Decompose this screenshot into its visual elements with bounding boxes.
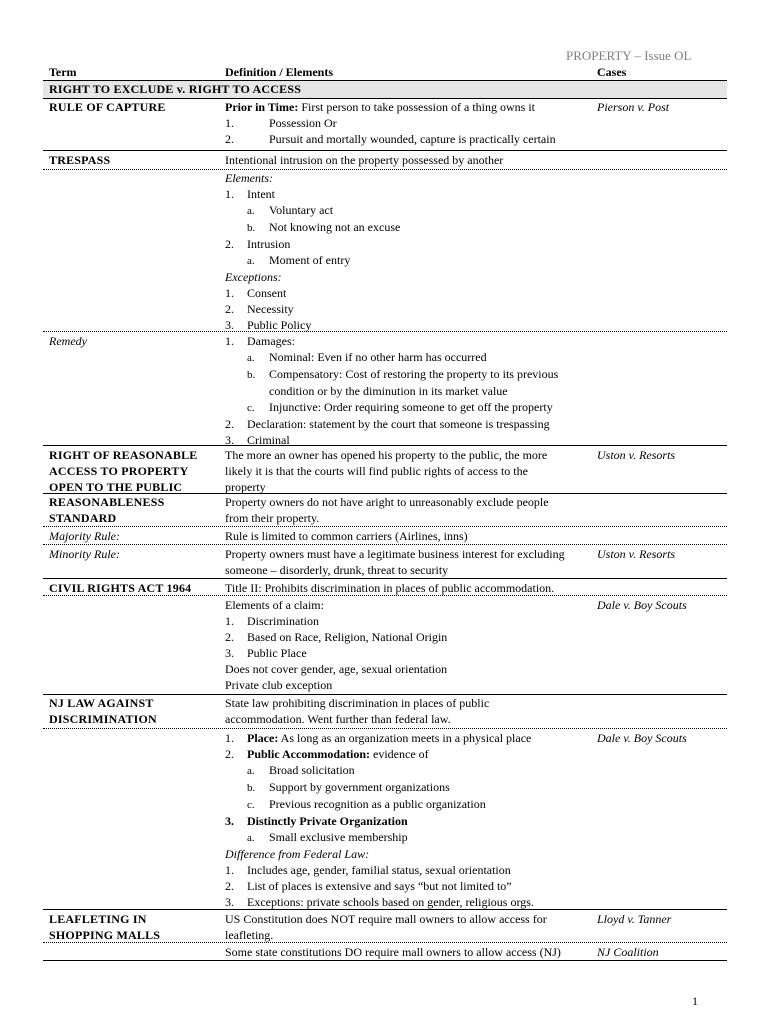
list-item: Voluntary act	[269, 203, 334, 217]
note: Does not cover gender, age, sexual orientation	[225, 662, 448, 676]
term-majority-rule: Majority Rule:	[49, 529, 120, 543]
case-nj-coalition: NJ Coalition	[597, 945, 659, 959]
list-item: Exceptions: private schools based on gender, religious orgs.	[247, 895, 534, 909]
definition-line: property	[225, 480, 266, 494]
nj-law-elements: 1. Place: As long as an organization meets in a physical place 2. Public Accommodation: evidence of a. Broad solicitation b. Support by government organizations c. Previous recognition as a public organization 3. Distinctly Private Organization a. Small exclusive membership Difference from Federal Law: 1. Includes age, gender, familial status, sexual orientation 2. List of places is extensive and says “but not limited to” 3. Exceptions: private schools based on gender, religious orgs.	[225, 730, 591, 910]
list-item: Small exclusive membership	[269, 830, 408, 844]
row-divider	[43, 150, 727, 151]
list-item: List of places is extensive and says “but not limited to”	[247, 879, 512, 893]
term-line: OPEN TO THE PUBLIC	[49, 480, 183, 494]
list-item: Broad solicitation	[269, 763, 355, 777]
list-item: Public Place	[247, 646, 307, 660]
definition-state-constitutions: Some state constitutions DO require mall owners to allow access (NJ)	[225, 945, 561, 959]
list-item: Support by government organizations	[269, 780, 450, 794]
place-label: Place:	[247, 731, 279, 745]
prior-in-time-text: First person to take possession of a thing owns it	[298, 100, 535, 114]
definition-rule-of-capture: Prior in Time: First person to take possession of a thing owns it 1. Possession Or 2. Pursuit and mortally wounded, capture is practically certain	[225, 100, 556, 146]
case-uston-v-resorts: Uston v. Resorts	[597, 448, 676, 462]
place-text: As long as an organization meets in a physical place	[278, 731, 532, 745]
prior-in-time-label: Prior in Time:	[225, 100, 299, 114]
definition-leafleting	[225, 911, 591, 943]
cases-column-header: Cases	[597, 65, 627, 79]
list-item: Pursuit and mortally wounded, capture is practically certain	[269, 132, 556, 146]
page-number: 1	[692, 994, 698, 1008]
document-header: PROPERTY – Issue OL	[566, 48, 692, 63]
term-line: REASONABLENESS	[49, 495, 165, 509]
term-reasonable-access	[49, 447, 219, 495]
elements-label: Elements:	[225, 171, 273, 185]
term-line: DISCRIMINATION	[49, 712, 157, 726]
list-item: Intrusion	[247, 237, 291, 251]
definition-nj-law	[225, 695, 591, 727]
term-nj-law	[49, 695, 219, 727]
definition-line: Property owners must have a legitimate business interest for excluding	[225, 547, 565, 561]
term-civil-rights-act: CIVIL RIGHTS ACT 1964	[49, 581, 192, 595]
definition-line: US Constitution does NOT require mall owners to allow access for	[225, 912, 547, 926]
table-bottom-border	[43, 960, 727, 961]
list-item: Previous recognition as a public organization	[269, 797, 486, 811]
definition-civil-rights: Title II: Prohibits discrimination in places of public accommodation.	[225, 581, 555, 595]
row-divider	[43, 909, 727, 910]
row-divider	[43, 595, 727, 596]
list-item: Injunctive: Order requiring someone to get off the property	[269, 400, 553, 414]
list-item: Public Policy	[247, 318, 312, 332]
row-divider	[43, 942, 727, 943]
definition-line: accommodation. Went further than federal law.	[225, 712, 451, 726]
term-line: STANDARD	[49, 511, 117, 525]
private-organization-label: Distinctly Private Organization	[247, 814, 408, 828]
list-item: Necessity	[247, 302, 294, 316]
row-divider	[43, 578, 727, 579]
case-dale-v-boy-scouts: Dale v. Boy Scouts	[597, 731, 687, 745]
term-line: SHOPPING MALLS	[49, 928, 161, 942]
case-dale-v-boy-scouts: Dale v. Boy Scouts	[597, 598, 687, 612]
definition-trespass: Intentional intrusion on the property possessed by another	[225, 153, 504, 167]
list-item: Possession Or	[269, 116, 337, 130]
list-item: Criminal	[247, 433, 290, 447]
row-divider	[43, 728, 727, 729]
row-divider	[43, 526, 727, 527]
list-item: Nominal: Even if no other harm has occurred	[269, 350, 487, 364]
list-item: Discrimination	[247, 614, 319, 628]
case-pierson-v-post: Pierson v. Post	[597, 100, 670, 114]
term-reasonableness-standard	[49, 494, 219, 526]
list-item: Declaration: statement by the court that someone is trespassing	[247, 417, 550, 431]
list-item: Intent	[247, 187, 275, 201]
section-band	[43, 81, 727, 98]
definition-line: The more an owner has opened his property to the public, the more	[225, 448, 548, 462]
term-leafleting	[49, 911, 219, 943]
definition-minority-rule	[225, 546, 591, 578]
definition-line: Property owners do not have aright to unreasonably exclude people	[225, 495, 549, 509]
definition-line: someone – disorderly, drunk, threat to security	[225, 563, 449, 577]
list-item: Moment of entry	[269, 253, 351, 267]
definition-majority-rule: Rule is limited to common carriers (Airlines, inns)	[225, 529, 468, 543]
definition-remedy: 1. Damages: a. Nominal: Even if no other harm has occurred b. Compensatory: Cost of restoring the property to its previous condition or by the diminution in its market value c. Injunctive: Order requiring someone to get off the property 2. Declaration: statement by the court that someone is trespassing 3. Criminal	[225, 333, 591, 448]
term-column-header: Term	[49, 65, 77, 79]
term-line: NJ LAW AGAINST	[49, 696, 154, 710]
row-divider	[43, 544, 727, 545]
term-line: RIGHT OF REASONABLE	[49, 448, 198, 462]
civil-rights-elements: Elements of a claim: 1. Discrimination 2. Based on Race, Religion, National Origin 3. Public Place Does not cover gender, age, sexual orientation Private club exception	[225, 597, 591, 693]
term-line: LEAFLETING IN	[49, 912, 147, 926]
list-item-continued: condition or by the diminution in its market value	[269, 384, 508, 398]
public-accommodation-label: Public Accommodation:	[247, 747, 370, 761]
case-uston-v-resorts: Uston v. Resorts	[597, 547, 676, 561]
row-divider	[43, 331, 727, 332]
note: Private club exception	[225, 678, 333, 692]
term-remedy: Remedy	[49, 334, 87, 348]
definition-line: leafleting.	[225, 928, 274, 942]
exceptions-label: Exceptions:	[225, 270, 282, 284]
public-accommodation-text: evidence of	[370, 747, 429, 761]
case-lloyd-v-tanner: Lloyd v. Tanner	[597, 912, 672, 926]
list-item: Damages:	[247, 334, 295, 348]
list-item: Includes age, gender, familial status, sexual orientation	[247, 863, 511, 877]
difference-label: Difference from Federal Law:	[225, 847, 370, 861]
definition-line: from their property.	[225, 511, 320, 525]
definition-reasonable-access	[225, 447, 591, 495]
term-line: ACCESS TO PROPERTY	[49, 464, 189, 478]
list-item: Not knowing not an excuse	[269, 220, 401, 234]
row-divider	[43, 445, 727, 446]
term-trespass: TRESPASS	[49, 153, 111, 167]
definition-line: likely it is that the courts will find public rights of access to the	[225, 464, 528, 478]
elements-of-claim-label: Elements of a claim:	[225, 598, 324, 612]
list-item: Compensatory: Cost of restoring the property to its previous	[269, 367, 559, 381]
section-title: RIGHT TO EXCLUDE v. RIGHT TO ACCESS	[49, 82, 302, 96]
term-minority-rule: Minority Rule:	[49, 547, 120, 561]
definition-reasonableness	[225, 494, 591, 526]
definition-line: State law prohibiting discrimination in places of public	[225, 696, 490, 710]
definition-column-header: Definition / Elements	[225, 65, 333, 79]
term-rule-of-capture: RULE OF CAPTURE	[49, 100, 166, 114]
list-item: Based on Race, Religion, National Origin	[247, 630, 448, 644]
trespass-elements: Elements: 1. Intent a. Voluntary act b. Not knowing not an excuse 2. Intrusion a. Moment of entry Exceptions: 1. Consent 2. Necessity 3. Public Policy	[225, 170, 591, 333]
list-item: Consent	[247, 286, 287, 300]
